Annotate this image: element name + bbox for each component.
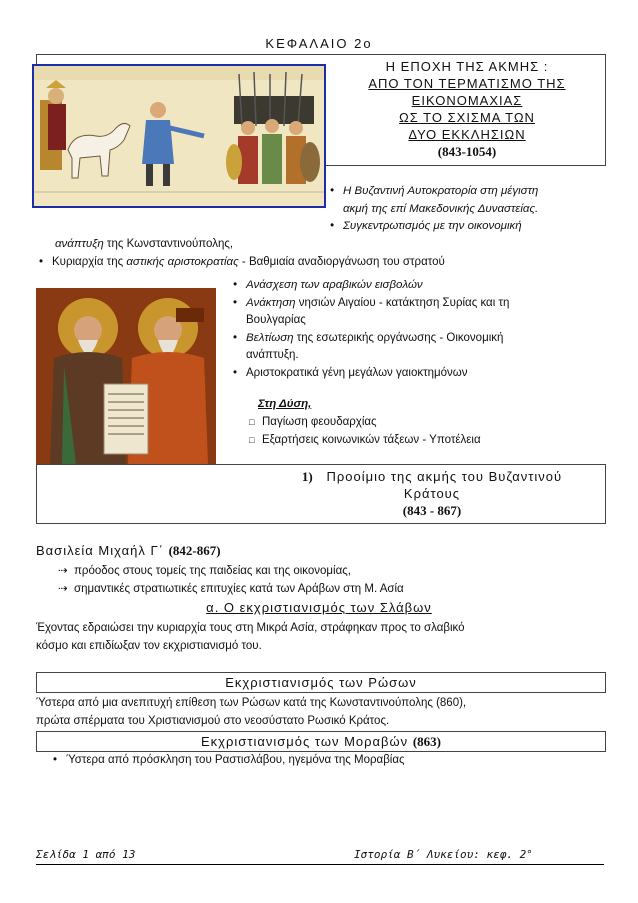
slavs-heading-text: α. Ο εκχριστιανισμός των Σλάβων (206, 600, 432, 615)
intro-bullet-1-line1: • Η Βυζαντινή Αυτοκρατορία στη μέγιστη (343, 183, 613, 201)
intro-bullet-2-italic: ανάπτυξη (55, 238, 104, 250)
slavs-heading (0, 600, 638, 615)
slavs-line-2: κόσμο και επιδίωξαν τον εκχριστιανισμό του. (36, 639, 262, 652)
title-line-1: Η ΕΠΟΧΗ ΤΗΣ ΑΚΜΗΣ : (385, 59, 549, 74)
russians-line-1: Ύστερα από μια ανεπιτυχή επίθεση των Ρώσων κατά της Κωνσταντινούπολης (860), (36, 697, 467, 709)
title-line-4: ΩΣ ΤΟ ΣΧΙΣΜΑ ΤΩΝ (399, 110, 535, 125)
chapter-label: ΚΕΦΑΛΑΙΟ 2ο (265, 36, 373, 51)
section-1-number: 1) (301, 469, 313, 484)
page-footer (36, 848, 604, 865)
military-bullet-3-rest: της εσωτερικής οργάνωσης - Οικονομική (293, 331, 504, 344)
slavs-paragraph (36, 620, 606, 655)
reign-list (74, 563, 594, 598)
title-line-2: ΑΠΟ ΤΟΝ ΤΕΡΜΑΤΙΣΜΟ ΤΗΣ (368, 76, 566, 91)
intro-bullet-3-prefix: Κυριαρχία της (52, 256, 127, 268)
intro-bullet-3-rest: - Βαθμιαία αναδιοργάνωση του στρατού (238, 256, 445, 268)
intro-bullet-2-continuation (55, 236, 615, 254)
section-1-line1 (262, 468, 602, 485)
military-bullet-2-italic: Ανάκτηση (246, 296, 296, 309)
reign-heading-text: Βασιλεία Μιχαήλ Γ΄ (36, 543, 164, 558)
reign-item-1: ⇢ πρόοδος στους τομείς της παιδείας και της οικονομίας, (74, 563, 594, 581)
title-line-5: ΔΥΟ ΕΚΚΛΗΣΙΩΝ (408, 127, 526, 142)
intro-bullet-3-line (52, 254, 612, 272)
military-bullet-3-line2: ανάπτυξη. (246, 349, 299, 361)
military-bullet-2-line1 (246, 295, 606, 313)
moravians-heading (36, 731, 606, 752)
intro-bullet-3-italic: αστικής αριστοκρατίας (126, 256, 239, 268)
military-bullet-2-line2: Βουλγαρίας (246, 314, 306, 326)
military-bullet-2-rest: νησιών Αιγαίου - κατάκτηση Συρίας και τη (295, 296, 510, 309)
intro-bullet-1-line2: ακμή της επί Μακεδονικής Δυναστείας. (343, 202, 539, 215)
moravians-dates: (863) (412, 734, 441, 749)
section-1-title-line2: Κράτους (403, 486, 461, 501)
intro-bullet-2-rest: της Κωνσταντινούπολης, (103, 238, 234, 250)
russians-line-2: πρώτα σπέρματα του Χριστιανισμού στο νεοσύστατο Ρωσικό Κράτος. (36, 714, 390, 727)
title-dates: (843-1054) (437, 144, 497, 159)
military-bullets (246, 277, 606, 382)
military-bullet-3-line1 (246, 330, 606, 348)
section-1-dates: (843 - 867) (402, 503, 462, 518)
intro-bullet-1 (343, 183, 613, 218)
section-1-title (262, 468, 602, 519)
title-text (330, 58, 604, 160)
saints-illustration (36, 288, 216, 464)
footer-course: Ιστορία Β΄ Λυκείου: κεφ. 2° (354, 848, 533, 861)
saints-icon-image (36, 288, 216, 464)
intro-bullet-3 (52, 254, 612, 272)
russians-paragraph (36, 695, 606, 730)
intro-bullet-2-line1: • Συγκεντρωτισμός με την οικονομική (343, 218, 613, 236)
military-bullet-1: • Ανάσχεση των αραβικών εισβολών (246, 277, 606, 295)
byzantine-miniature-image (32, 64, 326, 208)
miniature-illustration (34, 66, 324, 206)
reign-heading (36, 543, 221, 559)
west-heading: Στη Δύση, (258, 398, 312, 410)
title-line-3: ΕΙΚΟΝΟΜΑΧΙΑΣ (411, 93, 523, 108)
west-list (262, 414, 602, 449)
moravians-list (66, 752, 606, 770)
west-item-2: □ Εξαρτήσεις κοινωνικών τάξεων - Υποτέλεια (262, 432, 602, 450)
west-item-1: □ Παγίωση φεουδαρχίας (262, 414, 602, 432)
reign-dates: (842-867) (168, 543, 221, 558)
footer-page-number: Σελίδα 1 από 13 (36, 848, 136, 861)
slavs-line-1: Έχοντας εδραιώσει την κυριαρχία τους στη Μικρά Ασία, στράφηκαν προς το σλαβικό (36, 622, 465, 634)
military-bullet-3-italic: Βελτίωση (246, 331, 294, 344)
moravians-bullet: • Ύστερα από πρόσκληση του Ραστισλάβου, ηγεμόνα της Μοραβίας (66, 752, 606, 770)
military-bullet-4: • Αριστοκρατικά γένη μεγάλων γαιοκτημόνων (246, 365, 606, 383)
moravians-heading-text: Εκχριστιανισμός των Μοραβών (201, 734, 409, 749)
section-1-title-line1: Προοίμιο της ακμής του Βυζαντινού (326, 469, 563, 484)
russians-heading: Εκχριστιανισμός των Ρώσων (36, 672, 606, 693)
reign-item-2: ⇢ σημαντικές στρατιωτικές επιτυχίες κατά των Αράβων στη Μ. Ασία (74, 581, 594, 599)
intro-bullet-2 (343, 218, 613, 236)
